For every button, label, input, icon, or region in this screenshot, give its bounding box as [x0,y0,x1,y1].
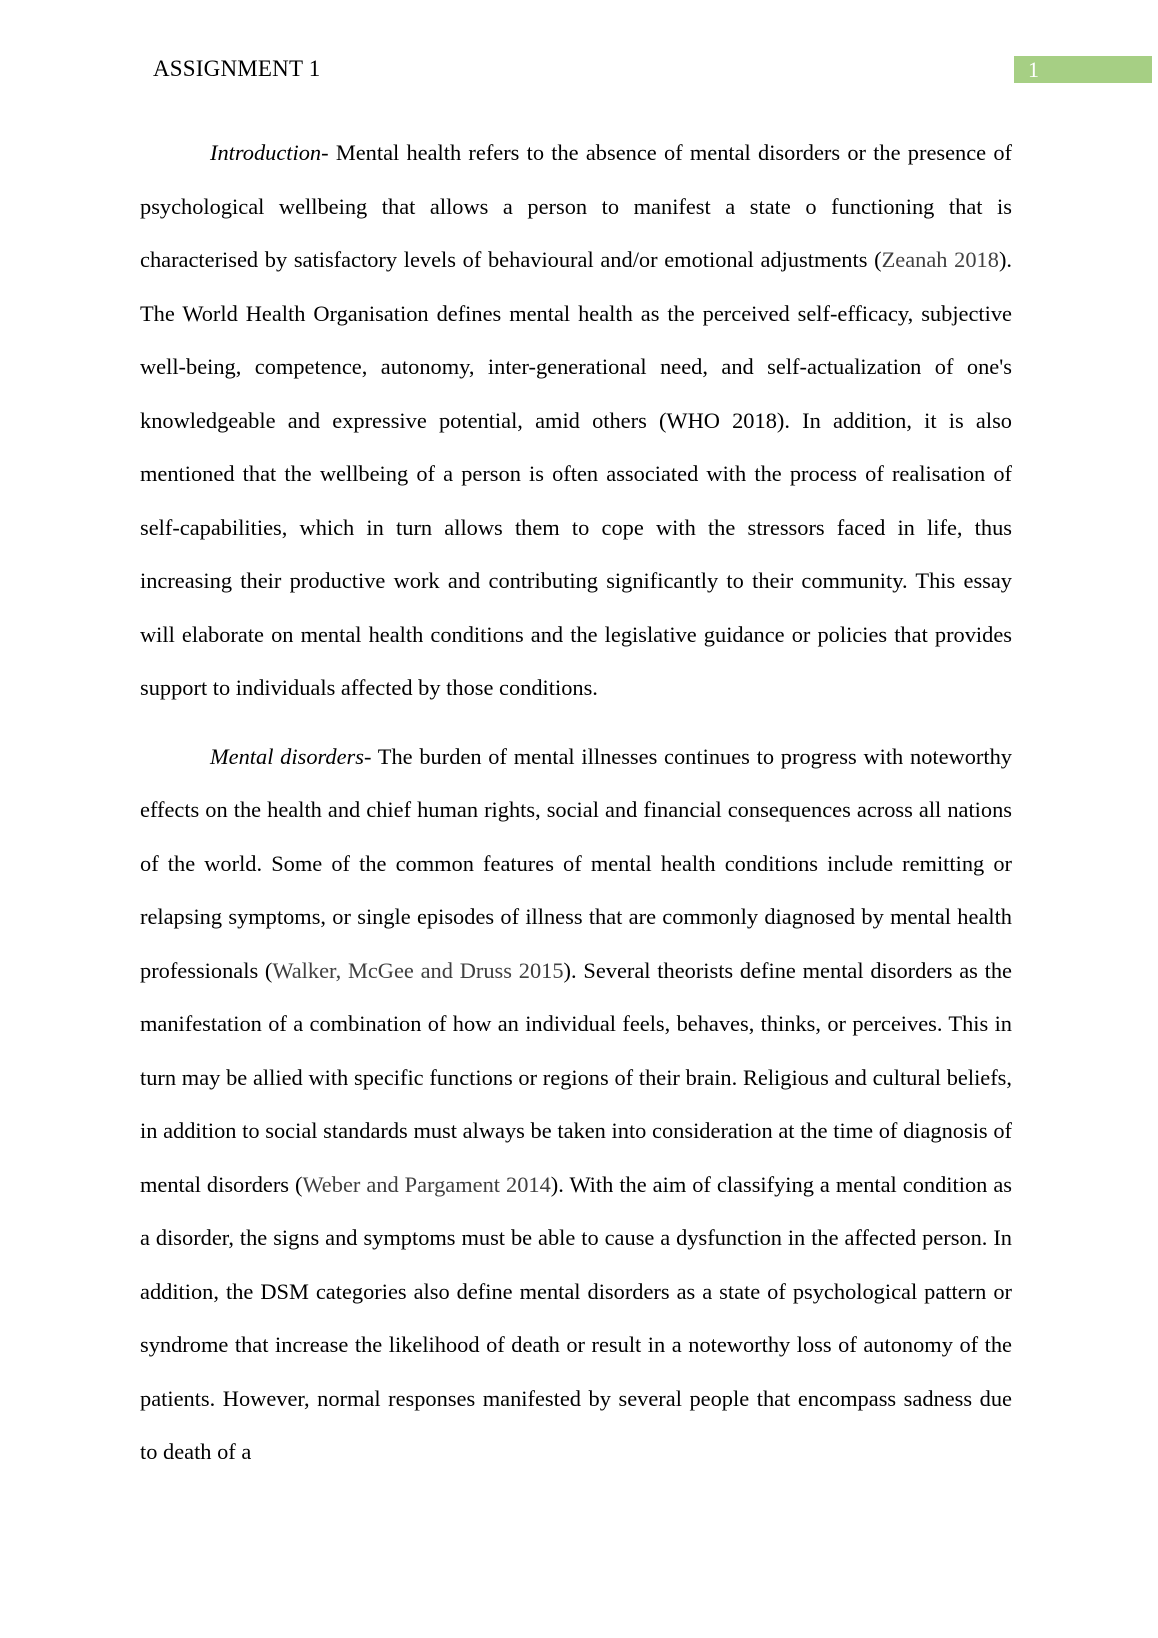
citation: Zeanah 2018 [881,247,999,272]
paragraph-introduction [140,126,1012,715]
paragraph-text: - Mental health refers to the absence of mental disorders or the presence of psychological wellbeing that allows a person to manifest a state o functioning that is characterised by satisfactory levels of behavioural and/or emotional adjustments ( [140,140,1012,272]
running-head: ASSIGNMENT 1 [153,56,321,81]
paragraph-text: The burden of mental illnesses continues to progress with noteworthy effects on the health and chief human rights, social and financial consequences across all nations of the world. Some of the common features of mental health conditions include remitting or relapsing symptoms, or single episodes of illness that are commonly diagnosed by mental health professionals ( [140,743,1012,983]
section-heading-mental-disorders: Mental disorders- [210,743,372,769]
citation: Walker, McGee and Druss 2015 [272,957,564,983]
section-heading-introduction: Introduction [210,140,322,165]
page-number: 1 [1014,56,1152,83]
paragraph-text: ). The World Health Organisation defines mental health as the perceived self-efficacy, subjective well-being, competence, autonomy, inter-generational need, and self-actualization of one's knowledgeable and expressive potential, amid others (WHO 2018). In addition, it is also mentioned that the wellbeing of a person is often associated with the process of realisation of self-capabilities, which in turn allows them to cope with the stressors faced in life, thus increasing their productive work and contributing significantly to their community. This essay will elaborate on mental health conditions and the legislative guidance or policies that provides support to individuals affected by those conditions. [140,247,1013,700]
paragraph-mental-disorders [140,730,1012,1479]
paragraph-text: ). Several theorists define mental disorders as the manifestation of a combination of how an individual feels, behaves, thinks, or perceives. This in turn may be allied with specific functions or regions of their brain. Religious and cultural beliefs, in addition to social standards must always be taken into consideration at the time of diagnosis of mental disorders ( [140,957,1012,1197]
citation: Weber and Pargament 2014 [302,1171,551,1197]
document-body [140,126,1012,1479]
paragraph-text: ). With the aim of classifying a mental condition as a disorder, the signs and symptoms must be able to cause a dysfunction in the affected person. In addition, the DSM categories also define mental disorders as a state of psychological pattern or syndrome that increase the likelihood of death or result in a noteworthy loss of autonomy of the patients. However, normal responses manifested by several people that encompass sadness due to death of a [140,1171,1012,1464]
